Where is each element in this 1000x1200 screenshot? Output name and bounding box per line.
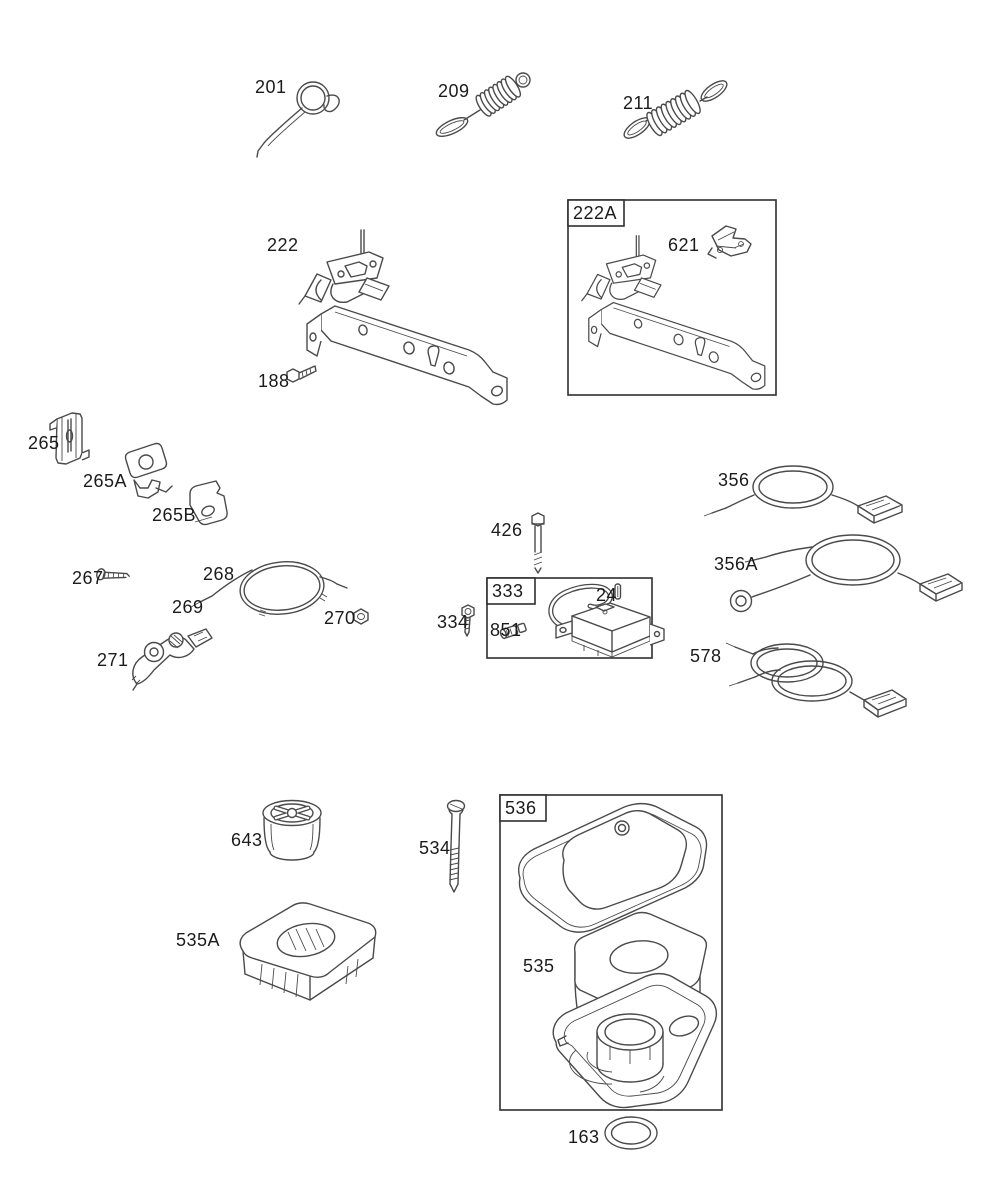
part-label-265B: 265B bbox=[152, 505, 197, 525]
part-label-356A: 356A bbox=[714, 554, 759, 574]
group-box-536 bbox=[500, 795, 722, 1110]
part-222-control-bracket bbox=[299, 230, 507, 405]
part-label-851: 851 bbox=[490, 620, 522, 640]
part-578-wire bbox=[726, 643, 906, 717]
part-label-268: 268 bbox=[203, 564, 235, 584]
part-271-lever bbox=[132, 629, 212, 690]
part-535A-filter-element bbox=[240, 903, 376, 1000]
part-label-163: 163 bbox=[568, 1127, 600, 1147]
group-box-222A bbox=[568, 200, 776, 395]
part-air-cleaner-base bbox=[553, 974, 716, 1108]
part-label-267: 267 bbox=[72, 568, 104, 588]
group-box-333 bbox=[487, 578, 664, 658]
part-621-clip bbox=[708, 226, 751, 258]
box-label-222A: 222A bbox=[573, 203, 618, 223]
part-356A-wire bbox=[731, 535, 963, 612]
box-label-536: 536 bbox=[505, 798, 537, 818]
part-label-643: 643 bbox=[231, 830, 263, 850]
part-label-188: 188 bbox=[258, 371, 290, 391]
part-label-222: 222 bbox=[267, 235, 299, 255]
part-label-201: 201 bbox=[255, 77, 287, 97]
part-188-screw bbox=[287, 366, 316, 382]
part-643-bushing bbox=[263, 801, 321, 861]
part-label-270: 270 bbox=[324, 608, 356, 628]
part-label-621: 621 bbox=[668, 235, 700, 255]
part-265A-bracket bbox=[126, 444, 173, 499]
part-label-265: 265 bbox=[28, 433, 60, 453]
part-label-535A: 535A bbox=[176, 930, 221, 950]
part-222A-control-bracket bbox=[582, 236, 765, 390]
part-label-334: 334 bbox=[437, 612, 469, 632]
part-label-535: 535 bbox=[523, 956, 555, 976]
part-label-24: 24 bbox=[596, 585, 618, 605]
part-label-578: 578 bbox=[690, 646, 722, 666]
part-426-bolt bbox=[532, 513, 544, 573]
part-label-211: 211 bbox=[623, 93, 654, 113]
part-270-nut bbox=[354, 609, 368, 624]
part-536-air-cleaner-cover bbox=[519, 804, 707, 933]
part-label-269: 269 bbox=[172, 597, 204, 617]
box-label-333: 333 bbox=[492, 581, 524, 601]
part-label-265A: 265A bbox=[83, 471, 128, 491]
part-label-426: 426 bbox=[491, 520, 523, 540]
part-label-534: 534 bbox=[419, 838, 451, 858]
part-label-209: 209 bbox=[438, 81, 470, 101]
part-163-seal-ring bbox=[605, 1117, 657, 1149]
part-label-356: 356 bbox=[718, 470, 750, 490]
part-label-271: 271 bbox=[97, 650, 129, 670]
